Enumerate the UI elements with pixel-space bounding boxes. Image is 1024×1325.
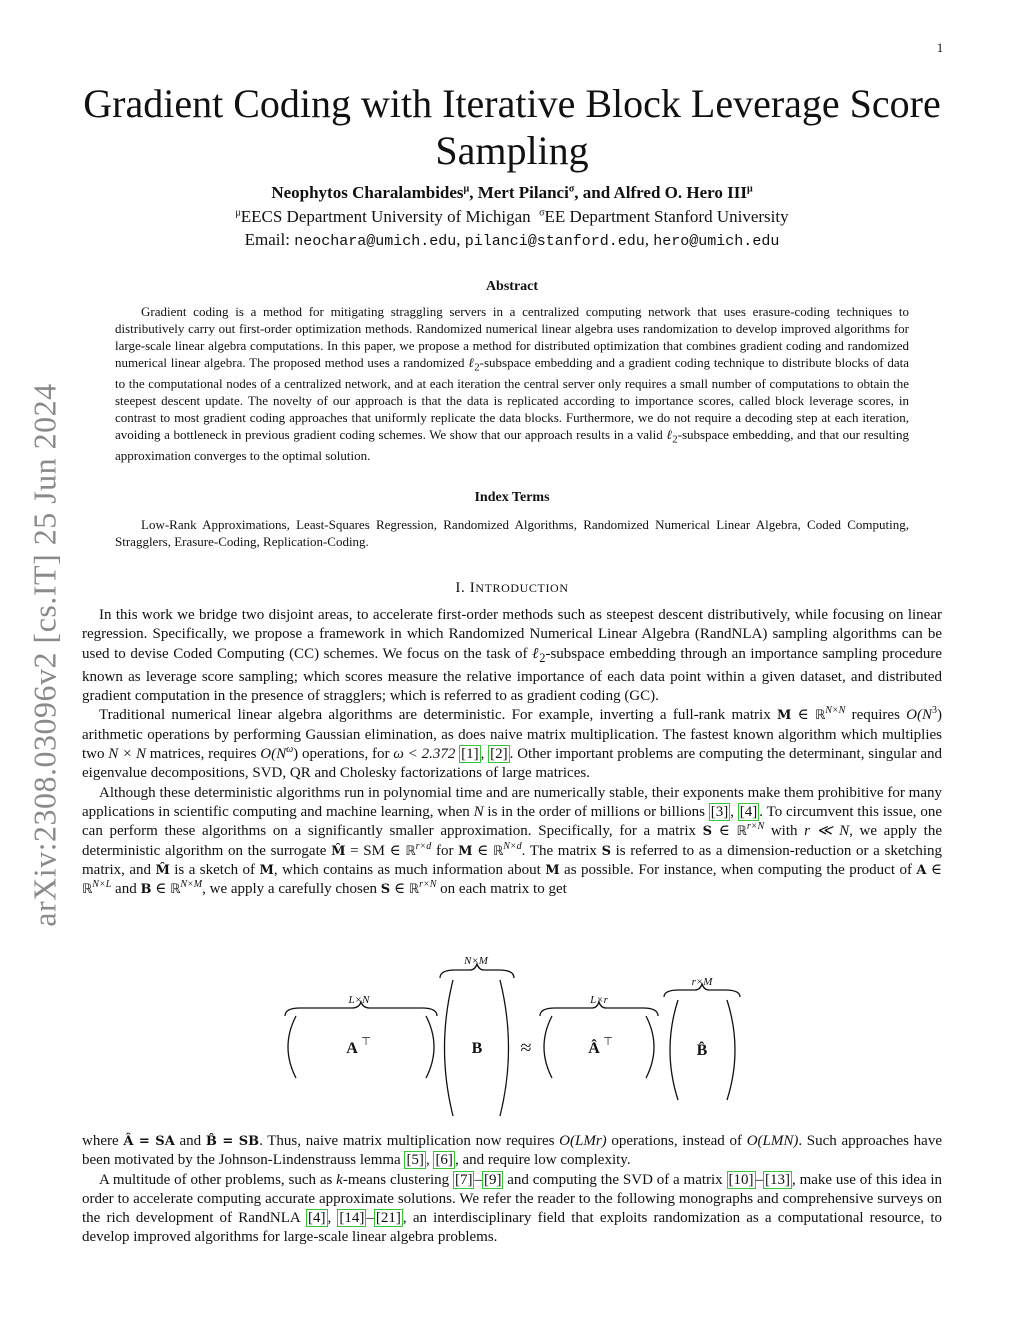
left-dim-label: L×N [348, 994, 370, 1006]
citation-link[interactable]: [4] [739, 803, 758, 820]
index-terms-text: Low-Rank Approximations, Least-Squares Regression, Randomized Algorithms, Randomized Numerical Linear Algebra, Coded Computing, Stragglers, Erasure-Coding, Replication-Coding. [115, 517, 909, 549]
arxiv-stamp: arXiv:2308.03096v2 [cs.IT] 25 Jun 2024 [26, 383, 63, 927]
paren-far-open [670, 1000, 678, 1100]
mid-dim-label: N×M [464, 955, 488, 967]
approx-symbol: ≈ [520, 1037, 532, 1059]
email-line: Email: neochara@umich.edu, pilanci@stanford.edu, hero@umich.edu [244, 230, 780, 250]
email-label: Email: [244, 230, 290, 249]
left-matrix-label: A [346, 1040, 358, 1057]
citation-link[interactable]: [3] [710, 803, 729, 820]
author-affil-mark: μ [747, 183, 753, 195]
right-dim-label: L×r [590, 994, 608, 1006]
abstract-text: Gradient coding is a method for mitigating straggling servers in a centralized computing network that uses erasure-coding techniques to distributively carry out first-order optimization methods. Randomized numerical linear algebra uses randomization to develop improved algorithms for large-scale linear algebra computations. In this paper, we propose a method for distributed optimization that combines gradient coding and randomized numerical linear algebra. The proposed method uses a randomized ℓ$_2$-subspace embedding and a gradient coding technique to distribute blocks of data to the computational nodes of a centralized network, and at each iteration the central server only requires a small number of computations to obtain the steepest descent update. The novelty of our approach is that the data is replicated according to importance scores, called block leverage scores, in contrast to most gradient coding approaches that uniformly replicate the data blocks. Furthermore, we do not require a decoding step at each iteration, avoiding a bottleneck in previous gradient coding schemes. We show that our approach results in a valid ℓ$_2$-subspace embedding, and that our resulting approximation converges to the optimal solution. [115, 304, 910, 464]
citation-link[interactable]: [13] [765, 1171, 791, 1188]
index-terms-heading: Index Terms [474, 490, 550, 505]
citation-link[interactable]: [6] [435, 1152, 453, 1169]
author-name: Alfred O. Hero III [613, 183, 747, 202]
citation-link[interactable]: [4] [308, 1210, 326, 1227]
right-matrix-label: Â [588, 1040, 600, 1057]
citation-link[interactable]: [7] [454, 1171, 473, 1188]
author-list: Neophytos Charalambides$^\mu$, Mert Pilanci$^\sigma$, and Alfred O. Hero $III^\mu$ [271, 183, 753, 202]
paragraph: In this work we bridge two disjoint areas, to accelerate first-order methods such as steepest descent distributively, while focusing on linear regression. Specifically, we propose a framework in which Randomized Numerical Linear Algebra (RandNLA) sampling algorithms can be used to devise Coded Computing (CC) schemes. We focus on the task of ℓ$_2$-subspace embedding through an importance sampling procedure known as leverage score sampling; which scores measure the relative importance of each data point within a given dataset, and distributed gradient computation in the presence of stragglers; which is referred to as gradient coding (GC). [82, 607, 943, 705]
transpose-mark: ⊤ [603, 1036, 613, 1048]
paren-mid-close [500, 980, 509, 1116]
transpose-mark: ⊤ [361, 1036, 371, 1048]
paren-right-open [544, 1016, 552, 1078]
author-name: Mert Pilanci [477, 183, 569, 202]
email-link[interactable]: neochara@umich.edu [294, 233, 457, 250]
author-affil-mark: μ [463, 183, 470, 195]
equation-figure [0, 950, 1024, 1125]
citation-link[interactable]: [14] [339, 1210, 365, 1227]
paren-left-open [288, 1016, 296, 1078]
affiliations: $^\mu$EECS Department University of Michigan $^\sigma$EE Department Stanford University [235, 207, 789, 226]
paper-title: Gradient Coding with Iterative Block Leverage Score Sampling [83, 81, 941, 173]
citation-link[interactable]: [5] [406, 1152, 424, 1169]
affiliation-michigan: EECS Department University of Michigan [240, 207, 531, 226]
intro-body [82, 606, 942, 899]
paren-mid-open [445, 980, 454, 1116]
paren-right-close [646, 1016, 654, 1078]
email-link[interactable]: pilanci@stanford.edu [464, 233, 645, 250]
citation-link[interactable]: [21] [375, 1210, 401, 1227]
citation-link[interactable]: [2] [490, 746, 508, 763]
abstract-heading: Abstract [485, 279, 539, 294]
far-dim-label: r×M [691, 976, 713, 988]
paragraph: Although these deterministic algorithms run in polynomial time and are numerically stable, their exponents make them prohibitive for many applications in scientific computing and machine learning, when N is in the order of millions or billions [3] , [4] . To circumvent this issue, one can perform these algorithms on a significantly smaller approximation. Specifically, for a matrix S ∈ ℝ$^{r\times N}$ with r ≪ N, we apply the deterministic algorithm on the surrogate M̂ = SM ∈ ℝ$^{r\times d}$ for M ∈ ℝ$^{N\times d}$. The matrix S is referred to as a dimension-reduction or a sketching matrix, and M̂ is a sketch of M, which contains as much information about M as possible. For instance, when computing the product of A ∈ ℝ$^{N\times L}$ and B ∈ ℝ$^{N\times M}$, we apply a carefully chosen S ∈ ℝ$^{r\times N}$ on each matrix to get [82, 784, 943, 898]
citation-link[interactable]: [10] [728, 1171, 754, 1188]
author-name: Neophytos Charalambides [271, 183, 464, 202]
email-link[interactable]: hero@umich.edu [653, 233, 780, 250]
author-affil-mark: σ [568, 183, 575, 195]
section-heading: I. INTRODUCTION [455, 580, 569, 596]
paren-left-close [426, 1016, 434, 1078]
citation-link[interactable]: [9] [483, 1171, 502, 1188]
paragraph: Traditional numerical linear algebra algorithms are deterministic. For example, inverting a full-rank matrix M ∈ ℝ$^{N\times N}$ requires $O(N^3)$ arithmetic operations by performing Gaussian elimination, as does naive matrix multiplication. The fastest known algorithm which multiplies two N × N matrices, requires $O(N^\omega)$ operations, for ω < 2.372 [1] , [2] . Other important problems are computing the determinant, singular and eigenvalue decompositions, SVD, QR and Cholesky factorizations of large matrices. [82, 705, 943, 782]
page-number: 1 [936, 40, 944, 55]
paragraph: where Â = SA and B̂ = SB. Thus, naive matrix multiplication now requires O(LMr) operations, instead of O(LMN). Such approaches have been motivated by the Johnson-Lindenstrauss lemma [5] , [6] , and require low complexity. [82, 1133, 942, 1169]
matrix-product-equation [0, 950, 1024, 1125]
mid-matrix-label: B [471, 1040, 483, 1057]
far-matrix-label: B̂ [696, 1042, 708, 1059]
affiliation-stanford: EE Department Stanford University [544, 207, 789, 226]
body-after-equation [82, 1132, 942, 1248]
paragraph: A multitude of other problems, such as k-means clustering [7] – [9] and computing the SVD of a matrix [10] – [13] , make use of this idea in order to accelerate computing accurate approximate solutions. We refer the reader to the following monographs and comprehensive surveys on the rich development of RandNLA [4] , [14] – [21] , an interdisciplinary field that exploits randomization as a computational resource, to develop improved algorithms for large-scale linear algebra problems. [82, 1171, 943, 1246]
paren-far-close [727, 1000, 735, 1100]
citation-link[interactable]: [1] [461, 746, 479, 763]
